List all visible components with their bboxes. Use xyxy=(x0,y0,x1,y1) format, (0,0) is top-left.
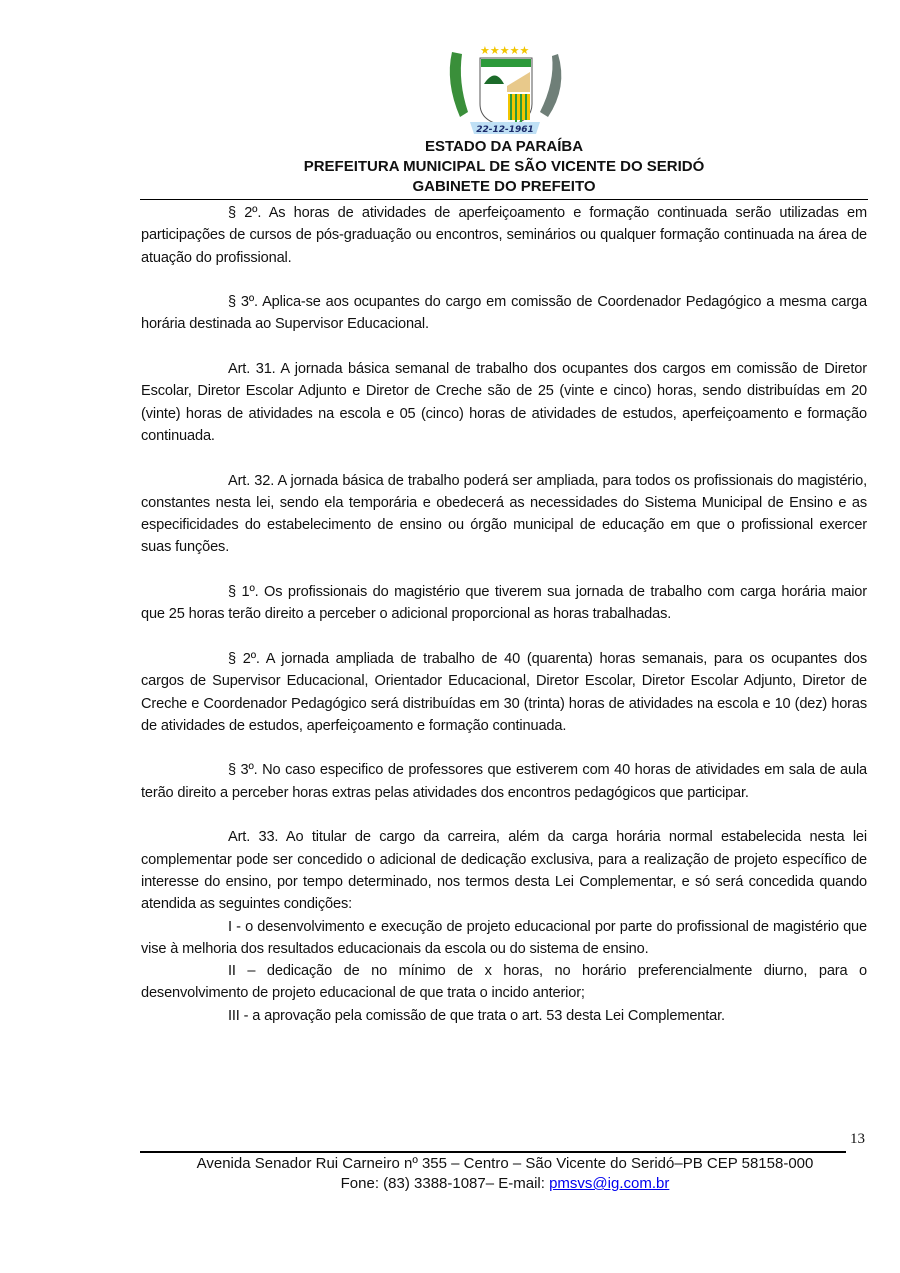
header-state: ESTADO DA PARAÍBA xyxy=(424,138,584,155)
paragraph-art33-item1: I - o desenvolvimento e execução de projeto educacional por parte do profissional de magistério que vise à melhoria dos resultados educacionais da escola ou do sistema de ensino. xyxy=(141,918,867,957)
document-body xyxy=(141,202,867,1027)
footer-divider xyxy=(140,1151,846,1153)
footer-address: Avenida Senador Rui Carneiro nº 355 – Centro – São Vicente do Seridó–PB CEP 58158-000 xyxy=(196,1155,814,1172)
paragraph-art30-par3: § 3º. Aplica-se aos ocupantes do cargo em comissão de Coordenador Pedagógico a mesma carga horária destinada ao Supervisor Educacional. xyxy=(141,294,867,333)
footer-phone: Fone: (83) 3388-1087– E-mail: xyxy=(340,1175,550,1192)
paragraph-art33: Art. 33. Ao titular de cargo da carreira, além da carga horária normal estabelecida nesta lei complementar pode ser concedido o adicional de dedicação exclusiva, para a realização de projeto específico de interesse do ensino, por tempo determinado, nos termos desta Lei Complementar, e só será concedida quando atendida as seguintes condições: xyxy=(141,829,867,913)
letterhead xyxy=(140,137,868,197)
logo-date: 22-12-1961 xyxy=(476,125,534,135)
paragraph-art30-par2: § 2º. As horas de atividades de aperfeiçoamento e formação continuada serão utilizadas em participações de cursos de pós-graduação ou encontros, seminários ou qualquer formação continuada na área de atuação do profissional. xyxy=(141,205,867,266)
email-link[interactable]: pmsvs@ig.com.br xyxy=(549,1175,670,1192)
header-prefecture: PREFEITURA MUNICIPAL DE SÃO VICENTE DO SERIDÓ xyxy=(303,158,705,175)
footer-contact xyxy=(140,1174,870,1194)
municipal-coat-of-arms-logo xyxy=(440,42,570,137)
header-office: GABINETE DO PREFEITO xyxy=(412,178,596,195)
svg-text:★★★★★: ★★★★★ xyxy=(480,44,530,57)
paragraph-art32-par3: § 3º. No caso especifico de professores que estiverem com 40 horas de atividades em sala de aula terão direito a perceber horas extras pelas atividades dos encontros pedagógicos que participar. xyxy=(141,762,867,801)
paragraph-art31: Art. 31. A jornada básica semanal de trabalho dos ocupantes dos cargos em comissão de Diretor Escolar, Diretor Escolar Adjunto e Diretor de Creche são de 25 (vinte e cinco) horas, sendo distribuídas em 20 (vinte) horas de atividades na escola e 05 (cinco) horas de atividades de estudos, aperfeiçoamento e formação continuada. xyxy=(141,361,867,444)
paragraph-art32-par2: § 2º. A jornada ampliada de trabalho de 40 (quarenta) horas semanais, para os ocupantes dos cargos de Supervisor Educacional, Orientador Educacional, Diretor Escolar, Diretor Escolar Adjunto, Diretor de Creche e Coordenador Pedagógico será distribuídas em 30 (trinta) horas de atividades na escola e 10 (dez) horas de atividades de estudos, aperfeiçoamento e formação continuada. xyxy=(141,650,867,734)
paragraph-art33-item3: III - a aprovação pela comissão de que trata o art. 53 desta Lei Complementar. xyxy=(228,1007,725,1024)
page-number: 13 xyxy=(850,1131,865,1147)
header-divider xyxy=(140,199,868,200)
paragraph-art33-item2: II – dedicação de no mínimo de x horas, no horário preferencialmente diurno, para o desenvolvimento de projeto educacional de que trata o incido anterior; xyxy=(141,963,867,1002)
paragraph-art32: Art. 32. A jornada básica de trabalho poderá ser ampliada, para todos os profissionais do magistério, constantes nesta lei, sendo ela temporária e obedecerá as necessidades do Sistema Municipal de Ensino e as especificidades do estabelecimento de ensino ou órgão municipal de educação em que o profissional exercer suas funções. xyxy=(141,472,867,556)
footer xyxy=(140,1154,870,1194)
paragraph-art32-par1: § 1º. Os profissionais do magistério que tiverem sua jornada de trabalho com carga horária maior que 25 horas terão direito a perceber o adicional proporcional as horas trabalhadas. xyxy=(141,584,867,623)
